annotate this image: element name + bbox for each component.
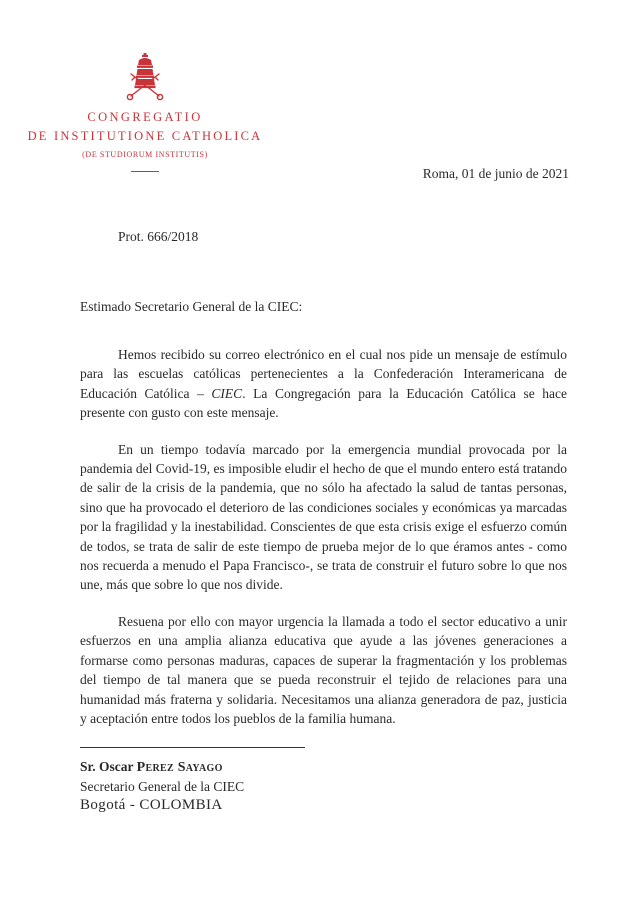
letter-body [80, 345, 567, 745]
recipient-title: Secretario General de la CIEC [80, 779, 245, 794]
protocol-reference: Prot. 666/2018 [118, 229, 199, 244]
paragraph-1 [80, 345, 567, 423]
letter-date: Roma, 01 de junio de 2021 [422, 166, 569, 181]
recipient-city: Bogotá - COLOMBIA [80, 797, 223, 813]
paragraph-1-end: . La Congregación para la Educación Católica se hace presente con gusto con este mensaje. [80, 385, 567, 421]
ciec-acronym: CIEC [211, 385, 243, 401]
letterhead-divider [131, 171, 159, 172]
recipient-block [80, 757, 244, 815]
recipient-name [80, 757, 244, 777]
recipient-name-prefix: Sr. Oscar [80, 759, 137, 774]
letterhead-studiorum: (DE STUDIORUM INSTITUTIS) [82, 150, 208, 159]
letterhead-institutione: DE INSTITUTIONE CATHOLICA [27, 129, 263, 143]
paragraph-2: En un tiempo todavía marcado por la emergencia mundial provocada por la pandemia del Covid-19, es imposible eludir el hecho de que el mundo entero está tratando de salir de la crisis de la pandemia, que no sólo ha afectado la salud de tantas personas, sino que ha provocado el deterioro de las condiciones sociales y económicas ya marcadas por la fragilidad y la inestabilidad. Conscientes de que esta crisis exige el esfuerzo común de todos, se trata de salir de este tiempo de prueba mejor de lo que éramos antes - como nos recuerda a menudo el Papa Francisco-, se trata de construir el futuro sobre lo que nos une, más que sobre lo que nos divide. [80, 441, 567, 593]
salutation: Estimado Secretario General de la CIEC: [80, 299, 303, 314]
paragraph-3: Resuena por ello con mayor urgencia la llamada a todo el sector educativo a unir esfuerzos en una amplia alianza educativa que ayude a las jóvenes generaciones a formarse como personas maduras, capaces de superar la fragmentación y los problemas del tiempo de tal manera que se pueda reconstruir el tejido de relaciones para una humanidad más fraterna y solidaria. Necesitamos una alianza generadora de paz, justicia y aceptación entre todos los pueblos de la familia humana. [80, 613, 567, 726]
letterhead [0, 52, 290, 172]
recipient-surname: Perez Sayago [136, 760, 223, 775]
letterhead-congregatio: CONGREGATIO [87, 110, 203, 124]
papal-tiara-keys-icon [124, 52, 166, 102]
signature-line [80, 747, 305, 748]
paragraph-1-start: Hemos recibido su correo electrónico en el cual nos pide un mensaje de estímulo para las escuelas católicas pertenecientes a la Confederación Interamericana de Educación Católica – [80, 347, 567, 401]
